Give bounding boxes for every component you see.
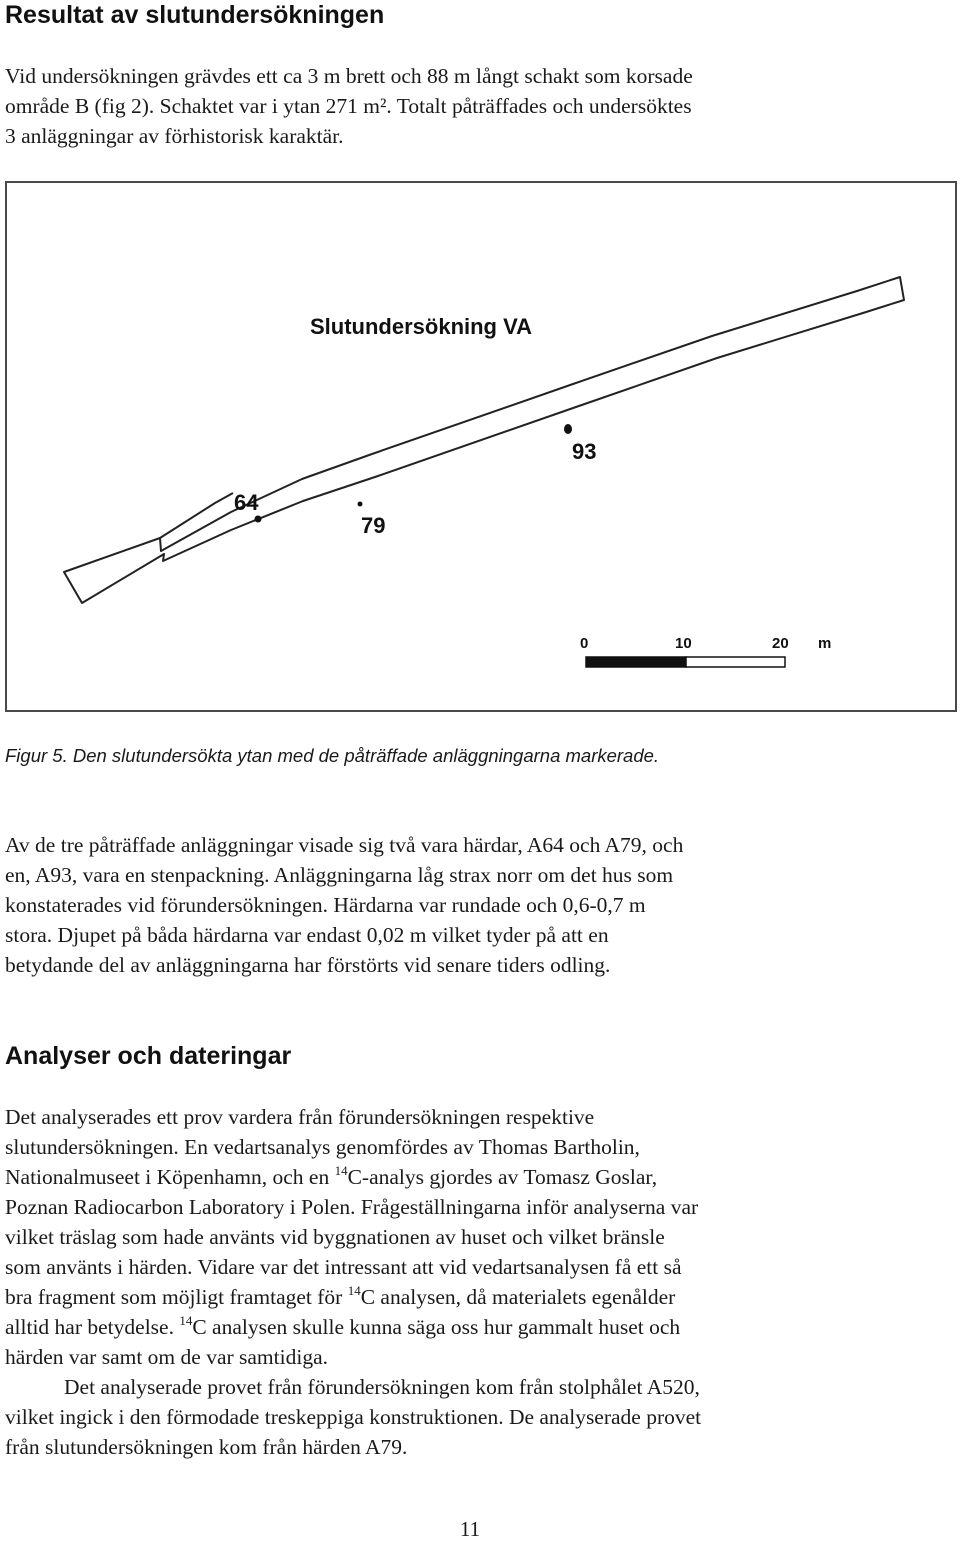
text-line: som använts i härden. Vidare var det intressant att vid vedartsanalysen få ett så xyxy=(5,1255,682,1279)
intro-paragraph xyxy=(5,61,955,151)
text-line: konstaterades vid förundersökningen. Härdarna var rundade och 0,6-0,7 m xyxy=(5,893,646,917)
scale-label-0: 0 xyxy=(580,635,589,652)
text-line: 3 anläggningar av förhistorisk karaktär. xyxy=(5,124,344,148)
feature-79-label: 79 xyxy=(361,513,386,538)
text-line: stora. Djupet på båda härdarna var endast 0,02 m vilket tyder på att en xyxy=(5,923,609,947)
scale-label-20: 20 xyxy=(772,635,789,652)
feature-93-marker xyxy=(564,424,572,434)
section-heading-analyses: Analyser och dateringar xyxy=(5,1042,292,1070)
feature-79-marker xyxy=(358,502,363,507)
text-line: vilket ingick i den förmodade treskeppiga konstruktionen. De analyserade provet xyxy=(5,1405,702,1429)
analyses-paragraph xyxy=(5,1102,955,1462)
text-line: betydande del av anläggningarna har förstörts vid senare tiders odling. xyxy=(5,953,611,977)
feature-93-label: 93 xyxy=(572,439,597,464)
superscript-14: 14 xyxy=(179,1312,193,1328)
text-line: Det analyserade provet från förundersökningen kom från stolphålet A520, xyxy=(64,1375,700,1399)
superscript-14: 14 xyxy=(334,1162,348,1178)
scale-label-10: 10 xyxy=(675,635,692,652)
text-line: alltid har betydelse. $^{14}$C analysen skulle kunna säga oss hur gammalt huset och xyxy=(5,1312,681,1339)
map-title: Slutundersökning VA xyxy=(310,314,533,339)
text-line: härden var samt om de var samtidiga. xyxy=(5,1345,328,1369)
text-line: en, A93, vara en stenpackning. Anläggningarna låg strax norr om det hus som xyxy=(5,863,674,887)
text-line: Nationalmuseet i Köpenhamn, och en $^{14}$C-analys gjordes av Tomasz Goslar, xyxy=(5,1162,658,1189)
scale-unit: m xyxy=(818,635,832,652)
scale-bar-empty-segment xyxy=(686,657,785,667)
scale-bar-filled-segment xyxy=(586,657,686,667)
page-number: 11 xyxy=(459,1517,481,1541)
text-line: bra fragment som möjligt framtaget för $^{14}$C analysen, då materialets egenålder xyxy=(5,1282,676,1309)
section-heading-results: Resultat av slutundersökningen xyxy=(5,1,385,29)
text-line: från slutundersökningen kom från härden A79. xyxy=(5,1435,408,1459)
text-line: vilket träslag som hade använts vid byggnationen av huset och vilket bränsle xyxy=(5,1225,665,1249)
superscript-14: 14 xyxy=(347,1282,361,1298)
scale-bar xyxy=(580,635,831,667)
figure-caption: Figur 5. Den slutundersökta ytan med de påträffade anläggningarna markerade. xyxy=(5,745,660,766)
site-map xyxy=(7,183,959,714)
feature-64-label: 64 xyxy=(234,490,259,515)
text-line: slutundersökningen. En vedartsanalys genomfördes av Thomas Bartholin, xyxy=(5,1135,640,1159)
text-line: Vid undersökningen grävdes ett ca 3 m brett och 88 m långt schakt som korsade xyxy=(5,64,693,88)
feature-64-marker xyxy=(255,516,262,523)
results-paragraph xyxy=(5,830,955,980)
site-map-figure xyxy=(5,181,957,712)
text-line: Poznan Radiocarbon Laboratory i Polen. Frågeställningarna inför analyserna var xyxy=(5,1195,699,1219)
text-line: område B (fig 2). Schaktet var i ytan 271 m². Totalt påträffades och undersöktes xyxy=(5,94,692,118)
text-line: Av de tre påträffade anläggningar visade sig två vara härdar, A64 och A79, och xyxy=(5,833,684,857)
text-line: Det analyserades ett prov vardera från förundersökningen respektive xyxy=(5,1105,595,1129)
